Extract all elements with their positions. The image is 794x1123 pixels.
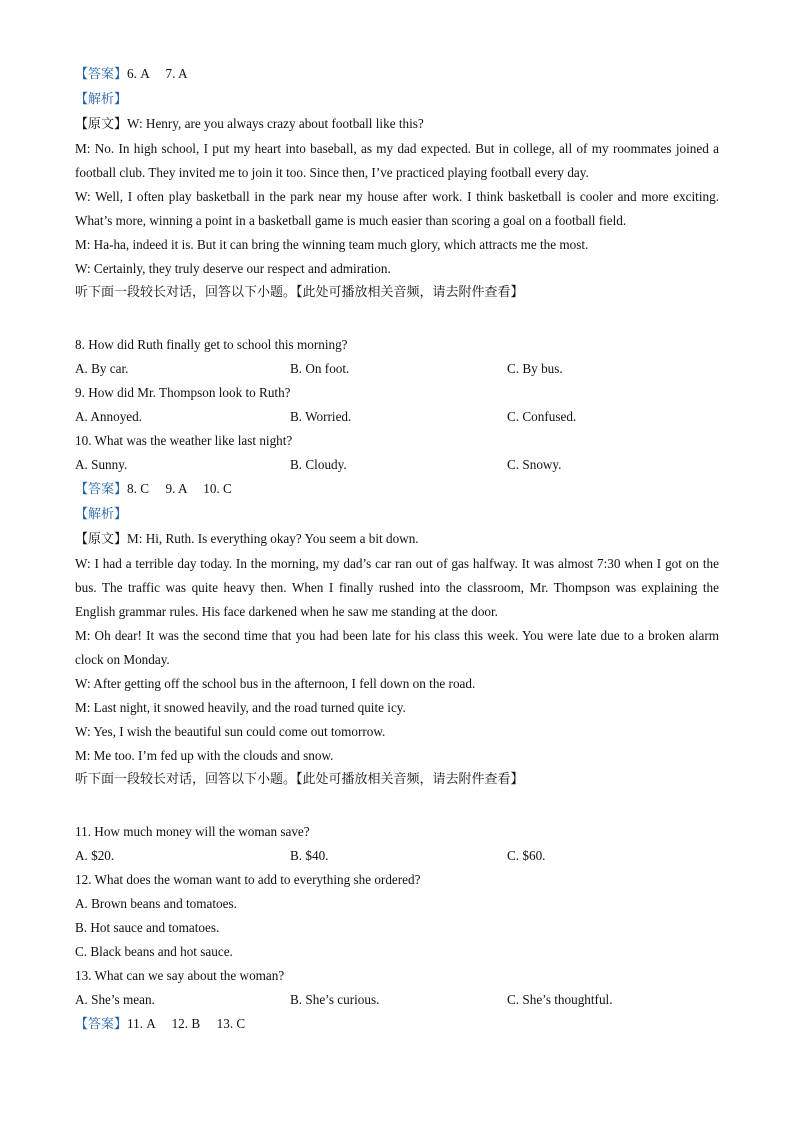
transcript-line: M: Me too. I’m fed up with the clouds and snow. bbox=[75, 748, 334, 763]
options-9 bbox=[75, 405, 719, 429]
option-c: C. Black beans and hot sauce. bbox=[75, 944, 233, 959]
spacer bbox=[75, 305, 719, 333]
question-12: 12. What does the woman want to add to everything she ordered? bbox=[75, 872, 421, 887]
question-9: 9. How did Mr. Thompson look to Ruth? bbox=[75, 385, 291, 400]
option-c: C. Confused. bbox=[507, 409, 577, 424]
options-10 bbox=[75, 453, 719, 477]
question-11: 11. How much money will the woman save? bbox=[75, 824, 310, 839]
option-b: B. Worried. bbox=[290, 409, 352, 424]
options-8 bbox=[75, 357, 719, 381]
option-b: B. She’s curious. bbox=[290, 992, 380, 1007]
option-a: A. Annoyed. bbox=[75, 409, 143, 424]
answer-text: 8. C 9. A 10. C bbox=[127, 481, 232, 496]
document-page bbox=[75, 62, 719, 1037]
spacer bbox=[75, 792, 719, 820]
listen-note: 听下面一段较长对话，回答以下小题。【此处可播放相关音频，请去附件查看】 bbox=[75, 285, 524, 300]
option-a: A. $20. bbox=[75, 848, 115, 863]
answer-tag: 【答案】 bbox=[75, 67, 128, 82]
transcript-line bbox=[75, 527, 719, 552]
analysis-tag: 【解析】 bbox=[75, 507, 128, 522]
transcript-line: W: Well, I often play basketball in the park near my house after work. I think basketball is cooler and more exciting. What’s more, winning a point in a basketball game is much easier than scoring a goal on a football field. bbox=[75, 189, 719, 228]
transcript-line: W: Yes, I wish the beautiful sun could come out tomorrow. bbox=[75, 724, 386, 739]
answer-tag: 【答案】 bbox=[75, 482, 128, 497]
answer-line-8-10 bbox=[75, 477, 719, 502]
original-tag: 【原文】 bbox=[75, 532, 128, 547]
transcript-line: M: Ha-ha, indeed it is. But it can bring the winning team much glory, which attracts me the most. bbox=[75, 237, 589, 252]
option-b: B. $40. bbox=[290, 848, 329, 863]
transcript-line: M: No. In high school, I put my heart into baseball, as my dad expected. But in college, all of my roommates joined a football club. They invited me to join it too. Since then, I’ve practiced playing football every day. bbox=[75, 141, 719, 180]
transcript-line: W: I had a terrible day today. In the morning, my dad’s car ran out of gas halfway. It was almost 7:30 when I got on the bus. The traffic was quite heavy then. When I finally rushed into the classroom, Mr. Thompson was explaining the English grammar rules. His face darkened when he saw me standing at the door. bbox=[75, 556, 719, 619]
question-8: 8. How did Ruth finally get to school this morning? bbox=[75, 337, 348, 352]
option-a: A. By car. bbox=[75, 361, 129, 376]
transcript-text: M: Hi, Ruth. Is everything okay? You seem a bit down. bbox=[127, 531, 419, 546]
listen-note: 听下面一段较长对话，回答以下小题。【此处可播放相关音频，请去附件查看】 bbox=[75, 772, 524, 787]
transcript-line: W: After getting off the school bus in the afternoon, I fell down on the road. bbox=[75, 676, 476, 691]
question-13: 13. What can we say about the woman? bbox=[75, 968, 285, 983]
option-b: B. On foot. bbox=[290, 361, 350, 376]
option-c: C. By bus. bbox=[507, 361, 563, 376]
analysis-tag: 【解析】 bbox=[75, 92, 128, 107]
option-c: C. $60. bbox=[507, 848, 546, 863]
answer-line-6-7 bbox=[75, 62, 719, 87]
options-11 bbox=[75, 844, 719, 868]
answer-tag: 【答案】 bbox=[75, 1017, 128, 1032]
question-10: 10. What was the weather like last night? bbox=[75, 433, 293, 448]
analysis-heading bbox=[75, 87, 719, 112]
option-c: C. She’s thoughtful. bbox=[507, 992, 613, 1007]
transcript-line bbox=[75, 112, 719, 137]
options-13 bbox=[75, 988, 719, 1012]
original-tag: 【原文】 bbox=[75, 117, 128, 132]
option-a: A. Sunny. bbox=[75, 457, 128, 472]
transcript-line: W: Certainly, they truly deserve our respect and admiration. bbox=[75, 261, 391, 276]
answer-text: 11. A 12. B 13. C bbox=[127, 1016, 246, 1031]
answer-text: 6. A 7. A bbox=[127, 66, 188, 81]
analysis-heading bbox=[75, 502, 719, 527]
option-a: A. She’s mean. bbox=[75, 992, 155, 1007]
transcript-line: M: Last night, it snowed heavily, and the road turned quite icy. bbox=[75, 700, 406, 715]
transcript-line: M: Oh dear! It was the second time that you had been late for his class this week. You were late due to a broken alarm clock on Monday. bbox=[75, 628, 719, 667]
option-b: B. Hot sauce and tomatoes. bbox=[75, 920, 220, 935]
option-c: C. Snowy. bbox=[507, 457, 562, 472]
answer-line-11-13 bbox=[75, 1012, 719, 1037]
transcript-text: W: Henry, are you always crazy about football like this? bbox=[127, 116, 424, 131]
option-a: A. Brown beans and tomatoes. bbox=[75, 896, 237, 911]
option-b: B. Cloudy. bbox=[290, 457, 347, 472]
